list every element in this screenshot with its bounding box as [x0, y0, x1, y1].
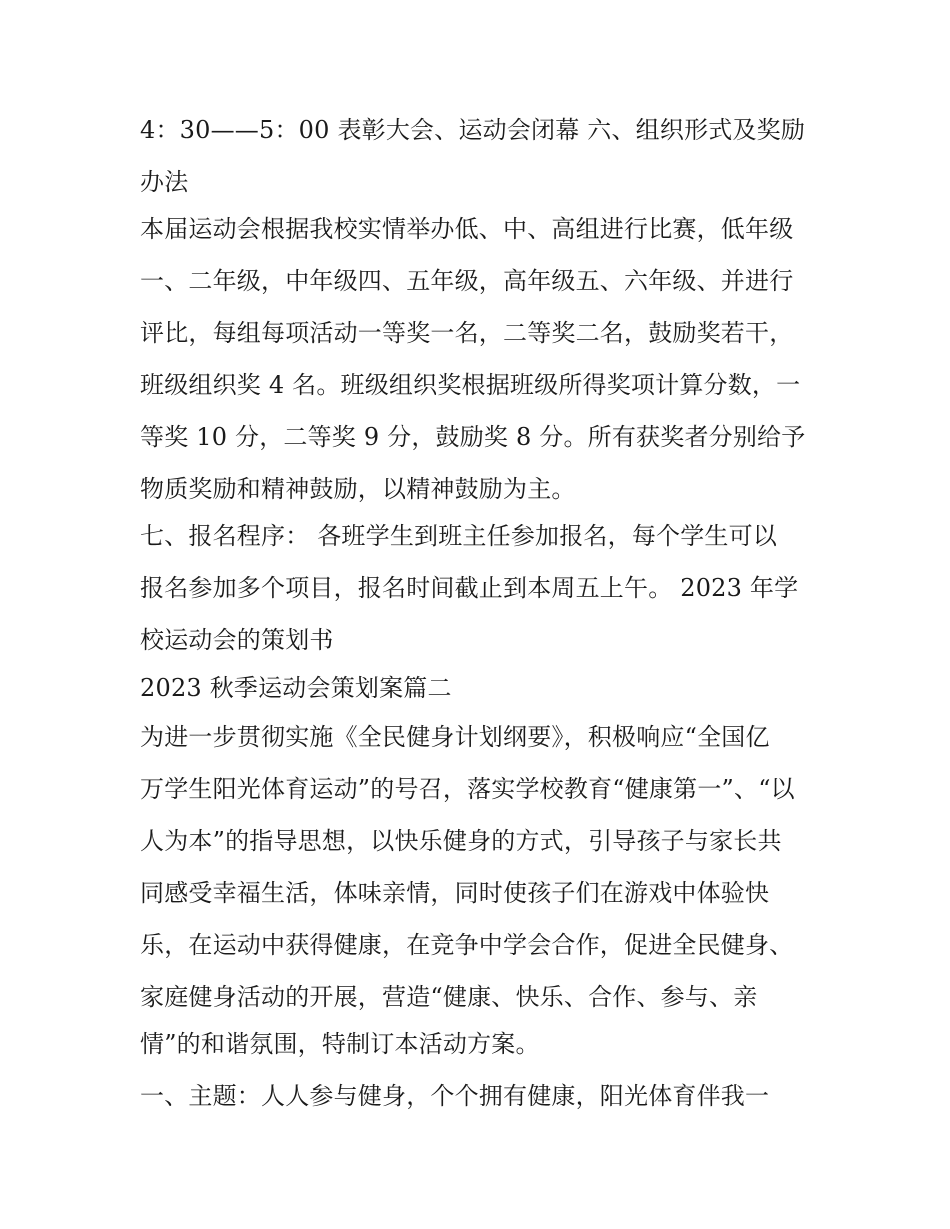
text-line: 物质奖励和精神鼓励，以精神鼓励为主。 [140, 475, 576, 503]
text-line: 报名参加多个项目，报名时间截止到本周五上午。 2023 年学 [140, 574, 799, 602]
text-line: 万学生阳光体育运动”的号召，落实学校教育“健康第一”、“以 [140, 775, 795, 803]
text-line: 一、二年级，中年级四、五年级，高年级五、六年级、并进行 [140, 267, 794, 295]
text-line: 家庭健身活动的开展，营造“健康、快乐、合作、参与、亲 [140, 983, 758, 1011]
text-line: 情”的和谐氛围，特制订本活动方案。 [140, 1030, 540, 1058]
text-line: 4：30——5：00 表彰大会、运动会闭幕 六、组织形式及奖励 [140, 116, 806, 144]
text-line: 七、报名程序： 各班学生到班主任参加报名，每个学生可以 [140, 522, 778, 550]
text-line: 同感受幸福生活，体味亲情，同时使孩子们在游戏中体验快 [140, 879, 770, 907]
text-line: 评比，每组每项活动一等奖一名，二等奖二名，鼓励奖若干， [140, 319, 794, 347]
text-line: 等奖 10 分，二等奖 9 分，鼓励奖 8 分。所有获奖者分别给予 [140, 423, 806, 451]
text-line: 为进一步贯彻实施《全民健身计划纲要》，积极响应“全国亿 [140, 723, 770, 751]
text-line: 2023 秋季运动会策划案篇二 [140, 674, 452, 702]
text-line: 校运动会的策划书 [140, 626, 334, 654]
text-line: 乐，在运动中获得健康，在竞争中学会合作，促进全民健身、 [140, 931, 794, 959]
text-line: 班级组织奖 4 名。班级组织奖根据班级所得奖项计算分数，一 [140, 371, 801, 399]
text-line: 人为本”的指导思想，以快乐健身的方式，引导孩子与家长共 [140, 827, 782, 855]
text-line: 本届运动会根据我校实情举办低、中、高组进行比赛，低年级 [140, 215, 794, 243]
text-line: 办法 [140, 168, 189, 196]
text-line: 一、主题：人人参与健身，个个拥有健康，阳光体育伴我一 [140, 1082, 770, 1110]
